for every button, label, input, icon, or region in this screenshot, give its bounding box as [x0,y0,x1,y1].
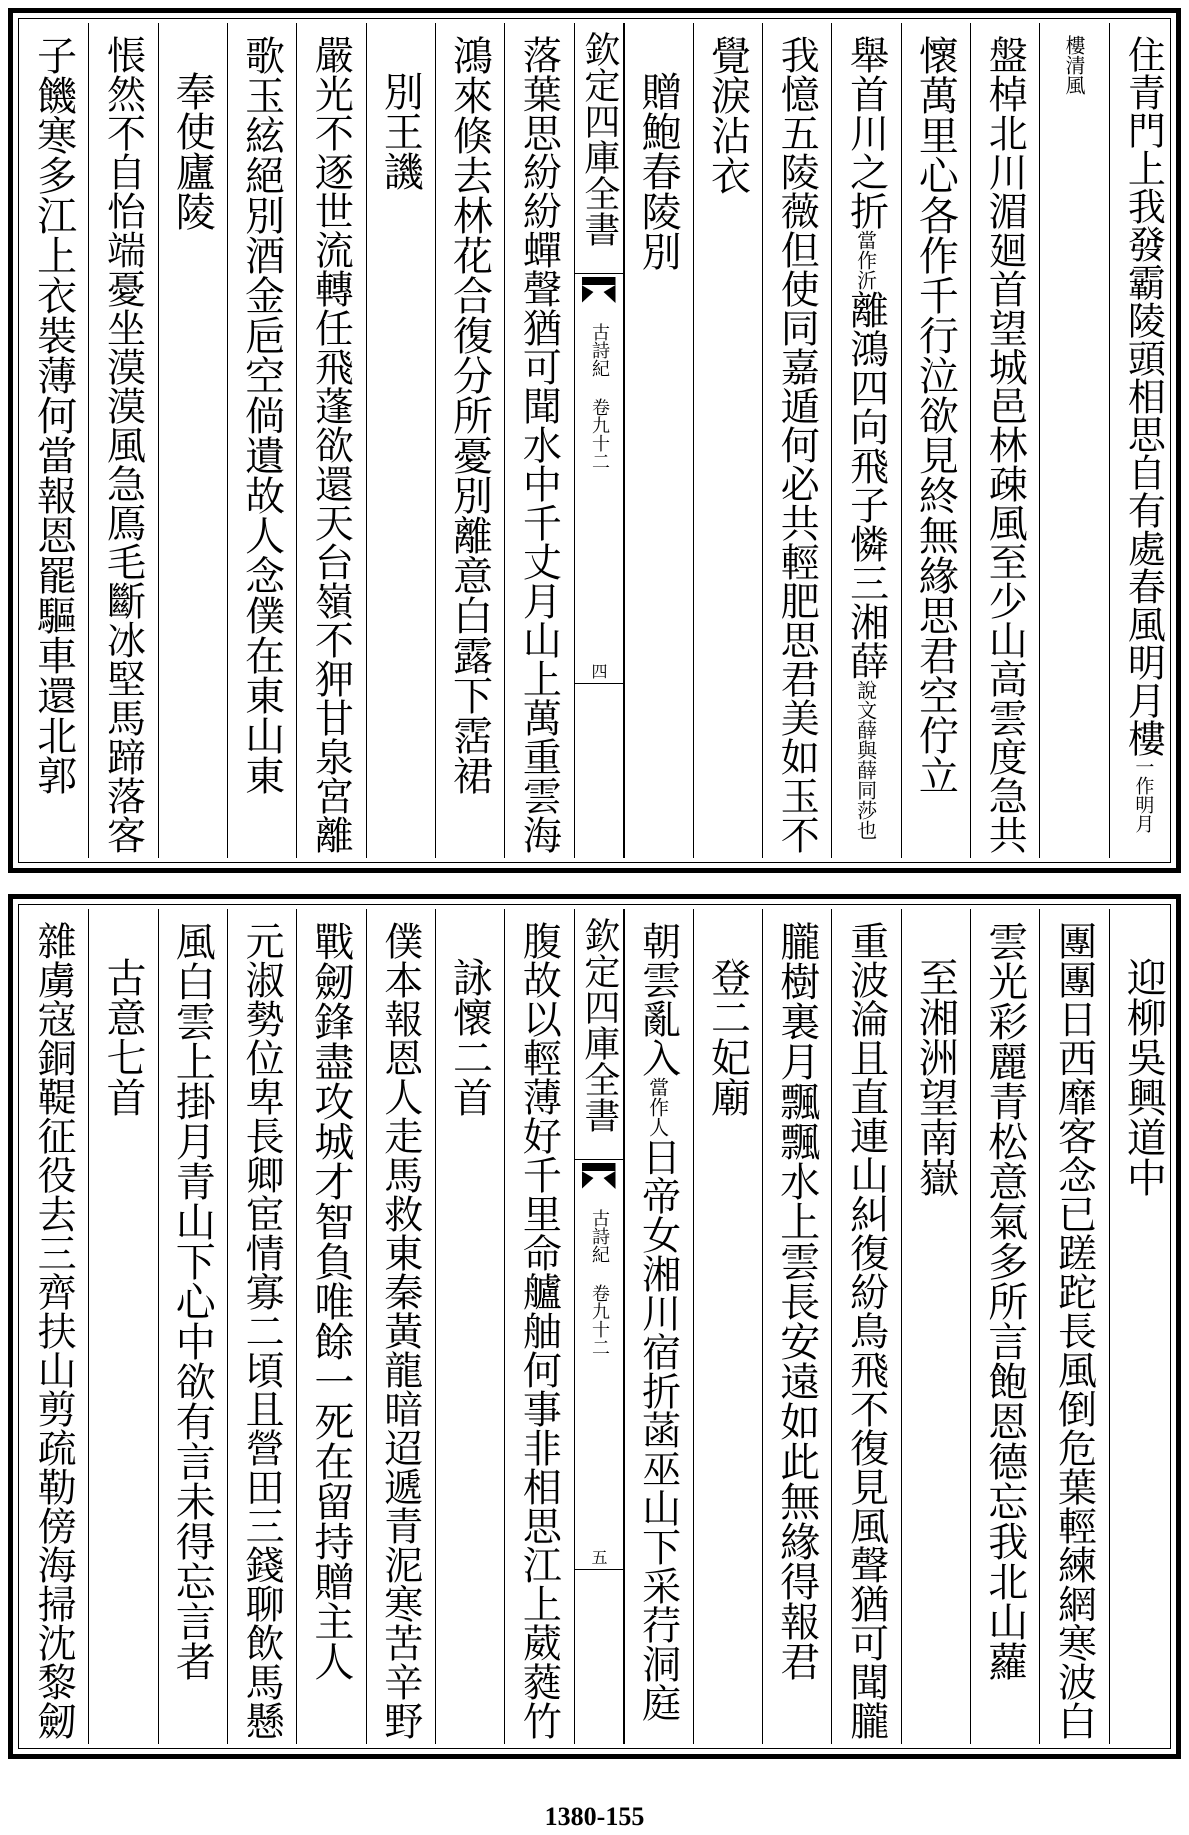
main-text: 雲光彩麗青松意氣多所言飽恩德忘我北山蘿 [981,921,1028,1681]
column-text [1120,957,1167,1197]
main-text: 腹故以輕薄好千里命艫舳何事非相思江上葳蕤竹 [516,921,562,1740]
main-text: 盤棹北川湄廻首望城邑林疎風至少山高雲度急共 [982,35,1028,854]
left-column-7 [88,23,157,858]
annotation-note: 一作明月 [1132,757,1155,833]
column-text [912,35,959,795]
annotation-note: 當作沂 [853,230,878,290]
book-title: 欽定四庫全書 [578,917,620,1133]
column-text [982,35,1028,854]
main-text: 僕本報恩人走馬救東秦黃龍暗迢遞青泥寒苦辛野 [377,921,423,1740]
column-text [981,921,1028,1681]
column-text [773,921,820,1681]
center-rule [574,683,624,684]
main-text: 落葉思紛紛蟬聲猶可聞水中千丈月山上萬重雲海 [516,35,562,854]
left-column-6 [158,23,227,858]
right-column-4 [901,909,970,1744]
main-text: 奉使廬陵 [169,71,216,231]
bottom-page [8,894,1181,1759]
column-text [169,921,216,1681]
column-text [635,71,682,271]
column-text [516,35,562,854]
column-text [308,35,354,854]
main-text: 我憶五陵薇但使同嘉遁何必共輕肥思君美如玉不 [774,35,820,854]
main-text: 團團日西靡客念已蹉跎長風倒危葉輕練網寒波白 [1051,921,1097,1740]
main-text: 別王譏 [377,71,424,191]
center-rule [574,1569,624,1570]
right-column-2 [1039,23,1108,858]
right-column-1 [1109,23,1178,858]
right-column-2 [1039,909,1108,1744]
left-column-5 [227,23,296,858]
left-column-3 [366,909,435,1744]
main-text: 舉首川之折 [843,35,889,230]
main-text-continued: 離鴻四向飛子憐三湘薛 [843,290,889,680]
column-text [635,921,681,1722]
right-column-7 [693,909,762,1744]
left-column-4 [296,909,365,1744]
column-text [704,957,751,1117]
column-text [774,35,820,854]
right-column-7 [693,23,762,858]
leaf-number: 四 [589,663,608,679]
main-text: 重波淪且直連山糾復紛鳥飛不復見風聲猶可聞朧 [843,921,889,1740]
right-column-3 [970,909,1039,1744]
right-column-5 [831,909,900,1744]
main-text: 雜虜寇銅鞮征役去三齊扶山剪疏勒傍海掃沈黎劒 [31,921,77,1740]
main-text: 歌玉絃絕別酒金巵空倘遺故人念僕在東山東 [238,35,285,795]
right-column-6 [762,909,831,1744]
left-column-1 [504,909,573,1744]
main-text: 嚴光不逐世流轉任飛蓬欲還天台嶺不狎甘泉宮離 [308,35,354,854]
main-text: 覺淚沾衣 [704,35,751,195]
column-text [99,957,146,1117]
page-number-footer: 1380-155 [544,1802,645,1831]
left-column-7 [88,909,157,1744]
left-column-3 [366,23,435,858]
right-column-4 [901,23,970,858]
main-text: 詠懷二首 [446,957,493,1117]
main-text: 悵然不自怡端憂坐漠漠風急鳫毛斷冰堅馬蹄落客 [100,35,146,854]
column-text [912,957,959,1197]
main-text: 登二妃廟 [704,957,751,1117]
right-column-5 [831,23,900,858]
volume-label: 古詩紀 卷九十二 [588,1209,610,1356]
left-column-8 [19,23,88,858]
book-title: 欽定四庫全書 [578,31,620,247]
column-text [377,71,424,191]
top-page-frame [18,18,1171,863]
left-column-4 [296,23,365,858]
left-column-6 [158,909,227,1744]
main-text: 古意七首 [99,957,146,1117]
bottom-page-frame [18,904,1171,1749]
top-page [8,8,1181,873]
main-text: 贈鮑春陵別 [635,71,682,271]
center-fold-column [574,909,624,1744]
annotation-note: 樓清風 [1062,35,1087,95]
main-text: 戰劒鋒盡攻城才智負唯餘一死在留持贈主人 [307,921,354,1681]
column-text [307,921,354,1681]
left-column-2 [435,23,504,858]
column-text [1051,921,1097,1740]
main-text: 元淑勢位卑長卿宦情寡二頃且營田三錢聊飲馬懸 [239,921,285,1740]
annotation-note: 當作人 [645,1077,670,1137]
right-column-8 [624,23,693,858]
volume-label: 古詩紀 卷九十二 [588,323,610,470]
column-text [704,35,751,195]
column-text [1054,35,1094,95]
column-text [30,35,77,795]
right-column-8 [624,909,693,1744]
annotation-note-2: 說文薛與薛同莎也 [853,680,878,840]
column-text [239,921,285,1740]
main-text: 朝雲亂入 [635,921,681,1077]
column-text [100,35,146,854]
right-column-1 [1109,909,1178,1744]
main-text: 住青門上我發霸陵頭相思自有處春風明月樓 [1121,35,1166,757]
left-column-8 [19,909,88,1744]
center-fold-column [574,23,624,858]
main-text-continued: 日帝女湘川宿折菡巫山下采荇洞庭 [635,1137,681,1722]
main-text: 鴻來倏去林花合復分所憂別離意白露下霑裙 [446,35,493,795]
main-text: 懷萬里心各作千行泣欲見終無緣思君空佇立 [912,35,959,795]
column-text [1121,35,1166,833]
main-text: 朧樹裏月飄飄水上雲長安遠如此無緣得報君 [773,921,820,1681]
main-text: 至湘洲望南嶽 [912,957,959,1197]
column-text [446,35,493,795]
right-column-3 [970,23,1039,858]
left-column-2 [435,909,504,1744]
column-text [843,35,889,840]
column-text [377,921,423,1740]
left-column-5 [227,909,296,1744]
main-text: 迎柳吳興道中 [1120,957,1167,1197]
left-column-1 [504,23,573,858]
column-text [516,921,562,1740]
main-text: 子饑寒多江上衣裝薄何當報恩罷驅車還北郭 [30,35,77,795]
column-text [238,35,285,795]
column-text [446,957,493,1117]
column-text [169,71,216,231]
leaf-number: 五 [589,1549,608,1565]
column-text [843,921,889,1740]
right-column-6 [762,23,831,858]
column-text [31,921,77,1740]
main-text: 風白雲上掛月青山下心中欲有言未得忘言者 [169,921,216,1681]
